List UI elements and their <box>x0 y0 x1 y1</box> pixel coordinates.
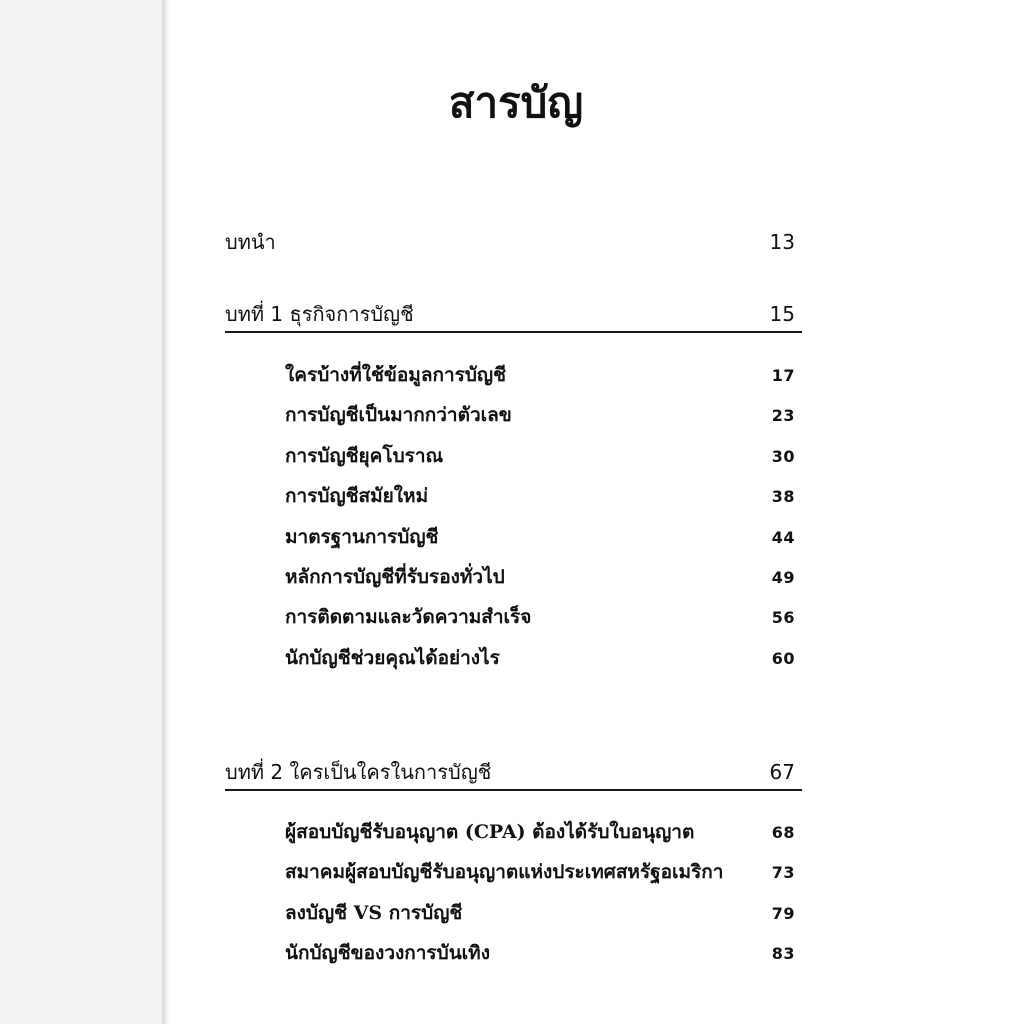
toc-item-page: 49 <box>771 568 795 587</box>
toc-item-page: 17 <box>771 366 795 385</box>
toc-item-label: นักบัญชีของวงการบันเทิง <box>285 942 490 964</box>
toc-chapter-label: บทที่ 2 ใครเป็นใครในการบัญชี <box>225 760 492 784</box>
toc-chapter-page: 67 <box>769 760 795 784</box>
toc-item-label: ใครบ้างที่ใช้ข้อมูลการบัญชี <box>285 364 506 386</box>
toc-entry-intro <box>225 226 795 258</box>
toc-item-page: 68 <box>771 823 795 842</box>
toc-item-page: 83 <box>771 944 795 963</box>
toc-item-page: 30 <box>771 447 795 466</box>
toc-item-label: มาตรฐานการบัญชี <box>285 526 439 548</box>
toc-item-label: สมาคมผู้สอบบัญชีรับอนุญาตแห่งประเทศสหรัฐอเมริกา <box>285 861 724 883</box>
toc-entry-page: 13 <box>769 230 795 254</box>
toc-item <box>285 857 795 887</box>
toc-item-label: การบัญชีเป็นมากกว่าตัวเลข <box>285 404 512 426</box>
toc-item <box>285 481 795 511</box>
toc-chapter-page: 15 <box>769 302 795 326</box>
page-title-text: สารบัญ <box>448 78 584 127</box>
page-margin <box>0 0 162 1024</box>
toc-item-label: การติดตามและวัดความสำเร็จ <box>285 606 532 628</box>
toc-item <box>285 643 795 673</box>
toc-item-label: นักบัญชีช่วยคุณได้อย่างไร <box>285 647 500 669</box>
toc-item-label: ผู้สอบบัญชีรับอนุญาต (CPA) ต้องได้รับใบอนุญาต <box>285 821 695 843</box>
toc-item <box>285 817 795 847</box>
toc-item <box>285 441 795 471</box>
toc-item-page: 56 <box>771 608 795 627</box>
toc-item <box>285 522 795 552</box>
page-gutter-shadow <box>162 0 170 1024</box>
toc-item-label: การบัญชีสมัยใหม่ <box>285 485 429 507</box>
toc-item-page: 23 <box>771 406 795 425</box>
toc-item <box>285 938 795 968</box>
toc-entry-label: บทนำ <box>225 230 276 254</box>
toc-item-page: 38 <box>771 487 795 506</box>
toc-chapter-1 <box>225 298 795 330</box>
toc-chapter-label: บทที่ 1 ธุรกิจการบัญชี <box>225 302 414 326</box>
toc-chapter-2 <box>225 756 795 788</box>
toc-item <box>285 360 795 390</box>
toc-item-label: หลักการบัญชีที่รับรองทั่วไป <box>285 566 505 588</box>
toc-item <box>285 562 795 592</box>
toc-item <box>285 400 795 430</box>
toc-item <box>285 898 795 928</box>
toc-item-label: ลงบัญชี VS การบัญชี <box>285 902 463 924</box>
toc-item-page: 73 <box>771 863 795 882</box>
page-title <box>0 70 1024 136</box>
chapter-divider <box>225 331 802 333</box>
toc-item-label: การบัญชียุคโบราณ <box>285 445 444 467</box>
toc-item <box>285 602 795 632</box>
toc-item-page: 60 <box>771 649 795 668</box>
toc-item-page: 44 <box>771 528 795 547</box>
toc-item-page: 79 <box>771 904 795 923</box>
chapter-divider <box>225 789 802 791</box>
